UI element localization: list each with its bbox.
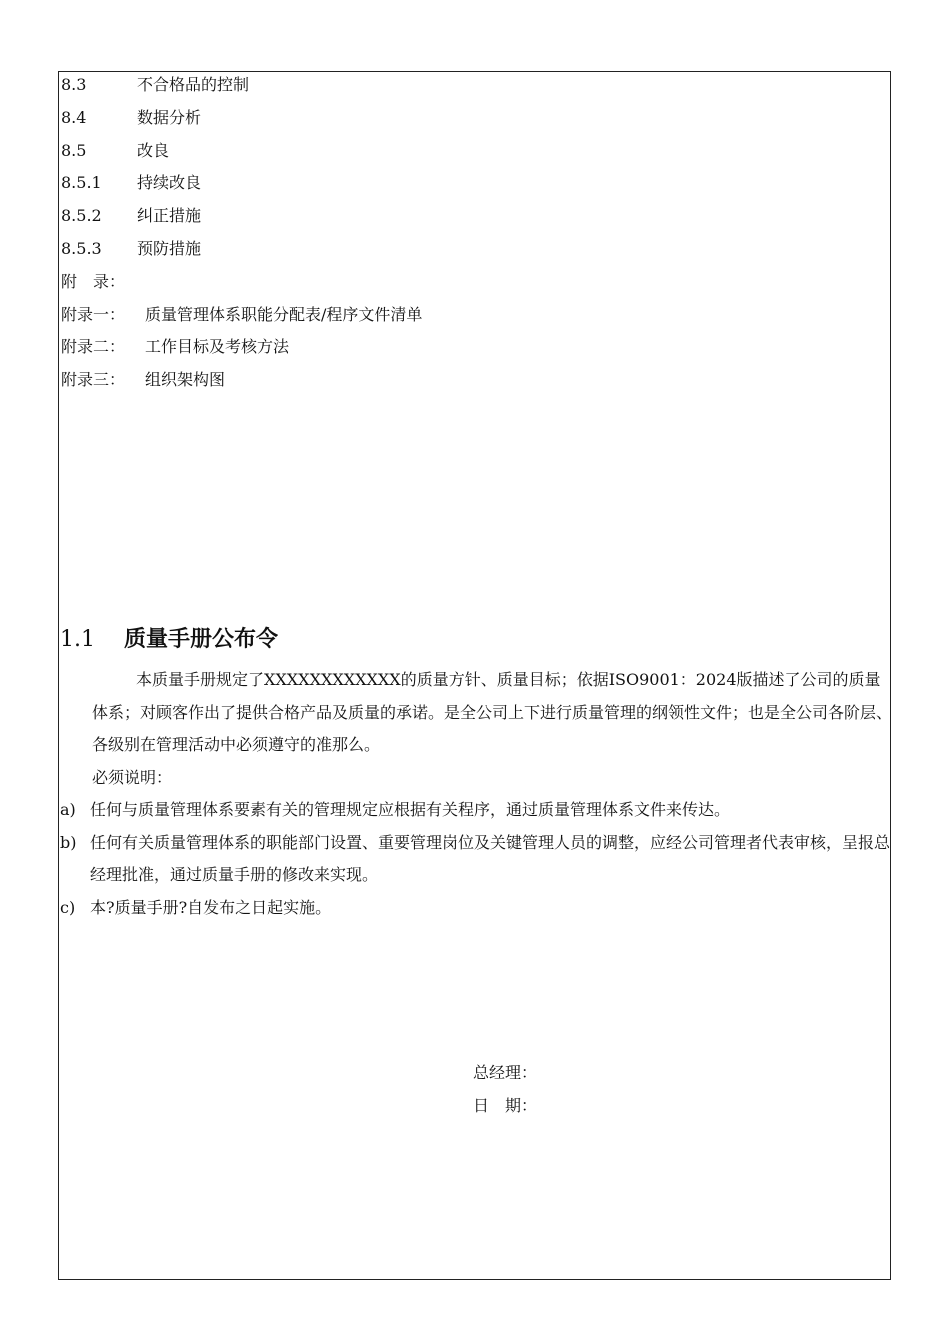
table-of-contents <box>61 72 422 400</box>
appendix-item: 附录一： 质量管理体系职能分配表/程序文件清单 <box>61 304 423 324</box>
section-number: 1.1 <box>60 627 95 652</box>
list-item: a) 任何与质量管理体系要素有关的管理规定应根据有关程序，通过质量管理体系文件来传达。 <box>60 800 731 819</box>
toc-item: 8.5.3 预防措施 <box>61 238 202 258</box>
notes-list <box>60 794 890 924</box>
section-heading <box>60 622 278 657</box>
toc-item: 8.5.1 持续改良 <box>61 173 202 193</box>
toc-item: 8.3 不合格品的控制 <box>61 75 250 94</box>
appendix-header: 附 录： <box>61 271 126 291</box>
list-item: c) 本?质量手册?自发布之日起实施。 <box>60 897 332 917</box>
signature-block <box>473 1057 537 1122</box>
appendix-item: 附录三： 组织架构图 <box>61 370 226 390</box>
appendix-item: 附录二： 工作目标及考核方法 <box>61 337 290 357</box>
toc-item: 8.5.2 纠正措施 <box>61 206 202 226</box>
date-label: 日 期： <box>473 1095 538 1115</box>
note-label: 必须说明： <box>92 767 173 787</box>
intro-paragraph: 本质量手册规定了XXXXXXXXXXXX的质量方针、质量目标；依据ISO9001：2024版描述了公司的质量体系；对顾客作出了提供合格产品及质量的承诺。是全公司上下进行质量管理的纲领性文件；也是全公司各阶层、各级别在管理活动中必须遵守的准那么。 <box>92 670 893 754</box>
toc-item: 8.4 数据分析 <box>61 107 202 127</box>
list-item: b) 任何有关质量管理体系的职能部门设置、重要管理岗位及关键管理人员的调整，应经公司管理者代表审核，呈报总经理批准，通过质量手册的修改来实现。 <box>60 832 891 884</box>
manager-signature-label: 总经理： <box>473 1063 538 1082</box>
section-title: 质量手册公布令 <box>124 626 279 652</box>
section-body <box>92 664 892 794</box>
toc-item: 8.5 改良 <box>61 140 170 160</box>
